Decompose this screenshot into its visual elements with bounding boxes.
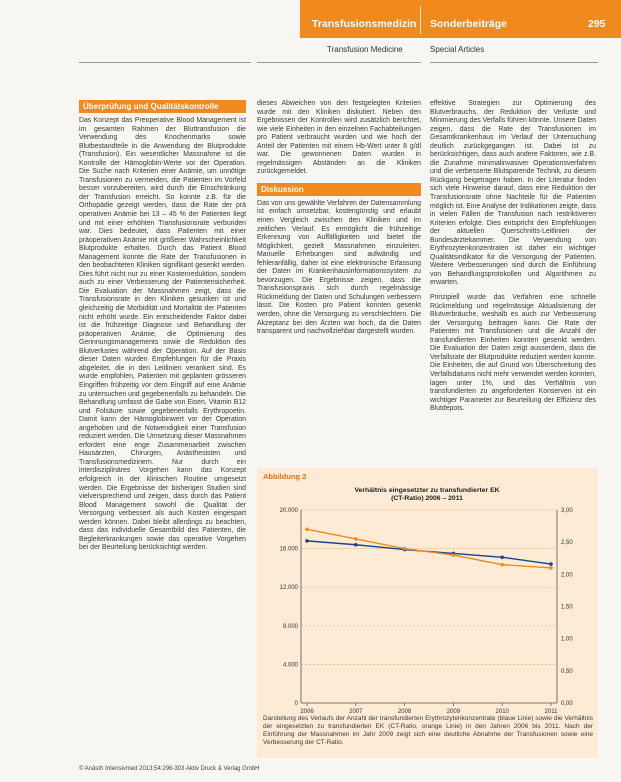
section-heading: Diskussion — [257, 183, 421, 196]
y-left-tick-label: 12.000 — [279, 585, 298, 592]
body-text: Das Konzept das Preoperative Blood Management ist im gesamten Rahmen der Bluttransfusion die Verwendung des Knochenmarks sowie Blutbestandteile in die Anwendung der Blutprodukte (Transfusion). Ein wesentlicher Massnahme ist die Kontrolle der Hämoglobin-Werte vor der Operation. Die Suche nach Kriterien einer Anämie, um unnötige Transfusionen zu vermeiden, die Patienten im Vorfeld besser vorzubereiten, wird durch die Einschränkung der Transfusion erreicht. So konnte z.B. für die Orthopädie gezeigt werden, dass die Rate der prä operativen Anämie bei 13 – 45 % der Patienten liegt und mit einer erhöhten Transfusionsrate verbunden war. Dies bedeutet, dass Patienten mit einer präoperativen Anämie mit größerer Wahrscheinlichkeit Blutprodukte erhalten. Durch das Patient Blood Management konnte die Rate der Transfusionen in den beobachteten Kliniken signifikant gesenkt werden. Dies führt nicht nur zu einer Kostenreduktion, sondern auch zu einer Verbesserung der Patientensicherheit. Die Evaluation der Massnahmen zeigt, dass die Transfusionsrate in den Kliniken gesunken ist und gleichzeitig die Morbidität und Mortalität der Patienten nicht erhöht wurde. Ein entscheidender Faktor dabei ist die frühzeitige Diagnose und Behandlung der präoperativen Anämie, die Optimierung des Gerinnungsmanagements sowie die Reduktion des Blutverlustes während der Operation. Auf der Basis dieser Daten wurden Empfehlungen für die Praxis abgeleitet, die in den Leitlinien verankert sind. Es wurde empfohlen, Patienten mit geplanten grösseren Eingriffen frühzeitig vor dem Eingriff auf eine Anämie zu untersuchen und gegebenenfalls zu behandeln. Die Behandlung umfasst die Gabe von Eisen, Vitamin B12 und Folsäure sowie gegebenenfalls Erythropoetin. Damit kann der Hämoglobinwert vor der Operation angehoben und die Notwendigkeit einer Transfusion reduziert werden. Die Umsetzung dieser Massnahmen erfordert eine enge Zusammenarbeit zwischen Hausärzten, Chirurgen, Anästhesisten und Transfusionsmedizinern. Nur durch ein interdisziplinäres Vorgehen kann das Konzept erfolgreich in der klinischen Routine umgesetzt werden. Die Ergebnisse der bisherigen Studien sind vielversprechend und zeigen, dass durch das Patient Blood Management sowohl die Qualität der Versorgung verbessert als auch Kosten eingespart werden können. Dabei bleibt allerdings zu beachten, dass das individuelle Gesamtbild des Patienten, die Begleiterkrankungen sowie das operative Vorgehen bei der Beurteilung berücksichtigt werden. — [79, 117, 246, 552]
x-tick-label: 2008 — [397, 709, 412, 713]
divider — [257, 62, 421, 63]
x-tick-label: 2007 — [349, 709, 363, 713]
y-left-tick-label: 8.000 — [282, 623, 298, 630]
chart-title: (CT-Ratio) 2006 – 2011 — [391, 495, 463, 502]
body-text: Prinzipiell wurde das Verfahren eine schnelle Rückmeldung und regelmässige Aktualisierung der Blutverbräuche, weshalb es auch zur Verbesserung der Versorgung beitragen kann. Die Rate der Patienten mit Transfusionen und die Anzahl der transfundierten Einheiten konnten gesenkt werden. Die Evaluation der Daten zeigt ausserdem, dass die Verfallsrate der Blutprodukte reduziert werden konnte. Die Einheiten, die auf Grund von Überschreitung des Verfallsdatums nicht mehr verwendet werden konnten, lagen unter 1%, und das Verhältnis von transfundierten zu angeforderten Konserven ist ein wichtiger Parameter zur Beurteilung der Effizienz des Blutdepots. — [430, 294, 596, 413]
footer-citation: © Anästh Intensivmed 2013;54:296-303 Aktiv Druck & Verlag GmbH — [79, 766, 260, 772]
data-point — [549, 562, 553, 566]
data-point — [452, 553, 456, 557]
data-point — [354, 537, 358, 541]
header-category: Sonderbeiträge — [430, 18, 508, 30]
divider — [430, 62, 598, 63]
y-left-tick-label: 0 — [294, 701, 298, 707]
article-column-2 — [257, 100, 421, 337]
data-point — [500, 555, 504, 559]
y-left-tick-label: 4.000 — [282, 662, 298, 669]
line-chart — [257, 468, 598, 713]
data-point — [354, 543, 358, 547]
header-divider — [420, 6, 421, 34]
data-point — [305, 528, 309, 532]
y-left-tick-label: 20.000 — [279, 508, 298, 514]
article-column-1 — [79, 100, 246, 553]
x-tick-label: 2009 — [446, 709, 461, 713]
body-text: Das von uns gewählte Verfahren der Datensammlung ist einfach umsetzbar, kostengünstig und erlaubt einen Vergleich zwischen den Kliniken und im zeitlichen Verlauf. Es ermöglicht die frühzeitige Erkennung von Auffälligkeiten und bietet die Möglichkeit, gezielt Massnahmen einzuleiten. Manuelle Erhebungen sind aufwändig und fehleranfällig, daher ist eine elektronische Erfassung der Daten im Krankenhausinformationssystem zu bevorzugen. Die Ergebnisse zeigen, dass die Transfusionspraxis sich durch regelmässige Rückmeldung der Daten und Schulungen verbessern lässt. Die Kosten pro Patient konnten gesenkt werden, ohne die Versorgung zu verschlechtern. Die Akzeptanz bei den Ärzten war hoch, da die Daten transparent und nachvollziehbar dargestellt wurden. — [257, 199, 421, 336]
page-number: 295 — [588, 18, 606, 30]
data-point — [549, 566, 553, 570]
y-right-tick-label: 1,00 — [561, 636, 573, 643]
body-text: dieses Abweichen von den festgelegten Kriterien wurde mit den Kliniken diskutiert. Neben den Ergebnissen der Kontrollen wird zusätzlich berichtet, wie viele Einheiten in den einzelnen Fachabteilungen pro Patient verbraucht wurden und wie hoch der Anteil der Patienten mit einem Hb-Wert unter 8 g/dl war. Die gewonnenen Daten wurden in regelmässigen Abständen an die Kliniken zurückgemeldet. — [257, 100, 421, 176]
y-left-tick-label: 16.000 — [279, 546, 298, 553]
header-category-subtitle: Special Articles — [430, 45, 485, 54]
divider — [79, 62, 251, 63]
data-point — [305, 539, 309, 543]
y-right-tick-label: 3,00 — [561, 508, 573, 514]
figure-label: Abbildung 2 — [263, 472, 307, 481]
x-tick-label: 2011 — [544, 709, 558, 713]
x-tick-label: 2006 — [300, 709, 314, 713]
figure-caption: Darstellung des Verlaufs der Anzahl der transfundierten Erythrozytenkonzentrate (blaue Linie) sowie die Verhältnis der eingesetzten zu transfundierten EK (CT-Ratio, orange Linie) in den Jahren 2006 bis 2011. Nach der Einführung der Massnahmen im Jahr 2009 zeigt sich eine deutliche Abnahme der Transfusionen sowie eine Verbesserung der CT-Ratio. — [263, 715, 593, 746]
article-column-3 — [430, 100, 596, 414]
data-point — [500, 563, 504, 567]
section-heading: Überprüfung und Qualitätskontrolle — [79, 100, 246, 113]
chart-title: Verhältnis eingesetzter zu transfundierter EK — [354, 487, 500, 494]
y-right-tick-label: 1,50 — [561, 604, 573, 611]
y-right-tick-label: 0,00 — [561, 701, 573, 707]
y-right-tick-label: 0,50 — [561, 668, 573, 675]
body-text: effektive Strategien zur Optimierung des Blutverbrauchs, der Reduktion der Verluste und Minimierung des Verfalls führen könnte. Unsere Daten zeigen, dass die Rate der Transfusionen im Gesamtkrankenhaus im Verlauf der Untersuchung deutlich zurückgegangen ist. Dabei ist zu berücksichtigen, dass auch andere Faktoren, wie z.B. die Zunahme minimalinvasiver Operationsverfahren und die verbesserte Blutsparende Technik, zu diesem Rückgang beigetragen haben. In der Literatur finden sich viele Hinweise darauf, dass eine Reduktion der Transfusionsrate ohne Nachteile für die Patienten möglich ist. Eine Analyse der Indikationen zeigte, dass in vielen Fällen die Transfusion nach restriktiveren Kriterien erfolgte. Dies entspricht den Empfehlungen der aktuellen Querschnitts-Leitlinien der Bundesärztekammer. Die Verwendung von Erythrozytenkonzentraten ist daher ein wichtiger Qualitätsindikator für die Versorgung der Patienten. Weitere Verbesserungen sind durch die Einführung von Behandlungsprotokollen und Algorithmen zu erwarten. — [430, 100, 596, 287]
x-tick-label: 2010 — [495, 709, 509, 713]
header-section-subtitle: Transfusion Medicine — [327, 45, 403, 54]
header-section-title: Transfusionsmedizin — [312, 18, 417, 30]
data-point — [403, 547, 407, 551]
y-right-tick-label: 2,00 — [561, 572, 573, 579]
y-right-tick-label: 2,50 — [561, 540, 573, 547]
figure-box — [257, 468, 598, 758]
